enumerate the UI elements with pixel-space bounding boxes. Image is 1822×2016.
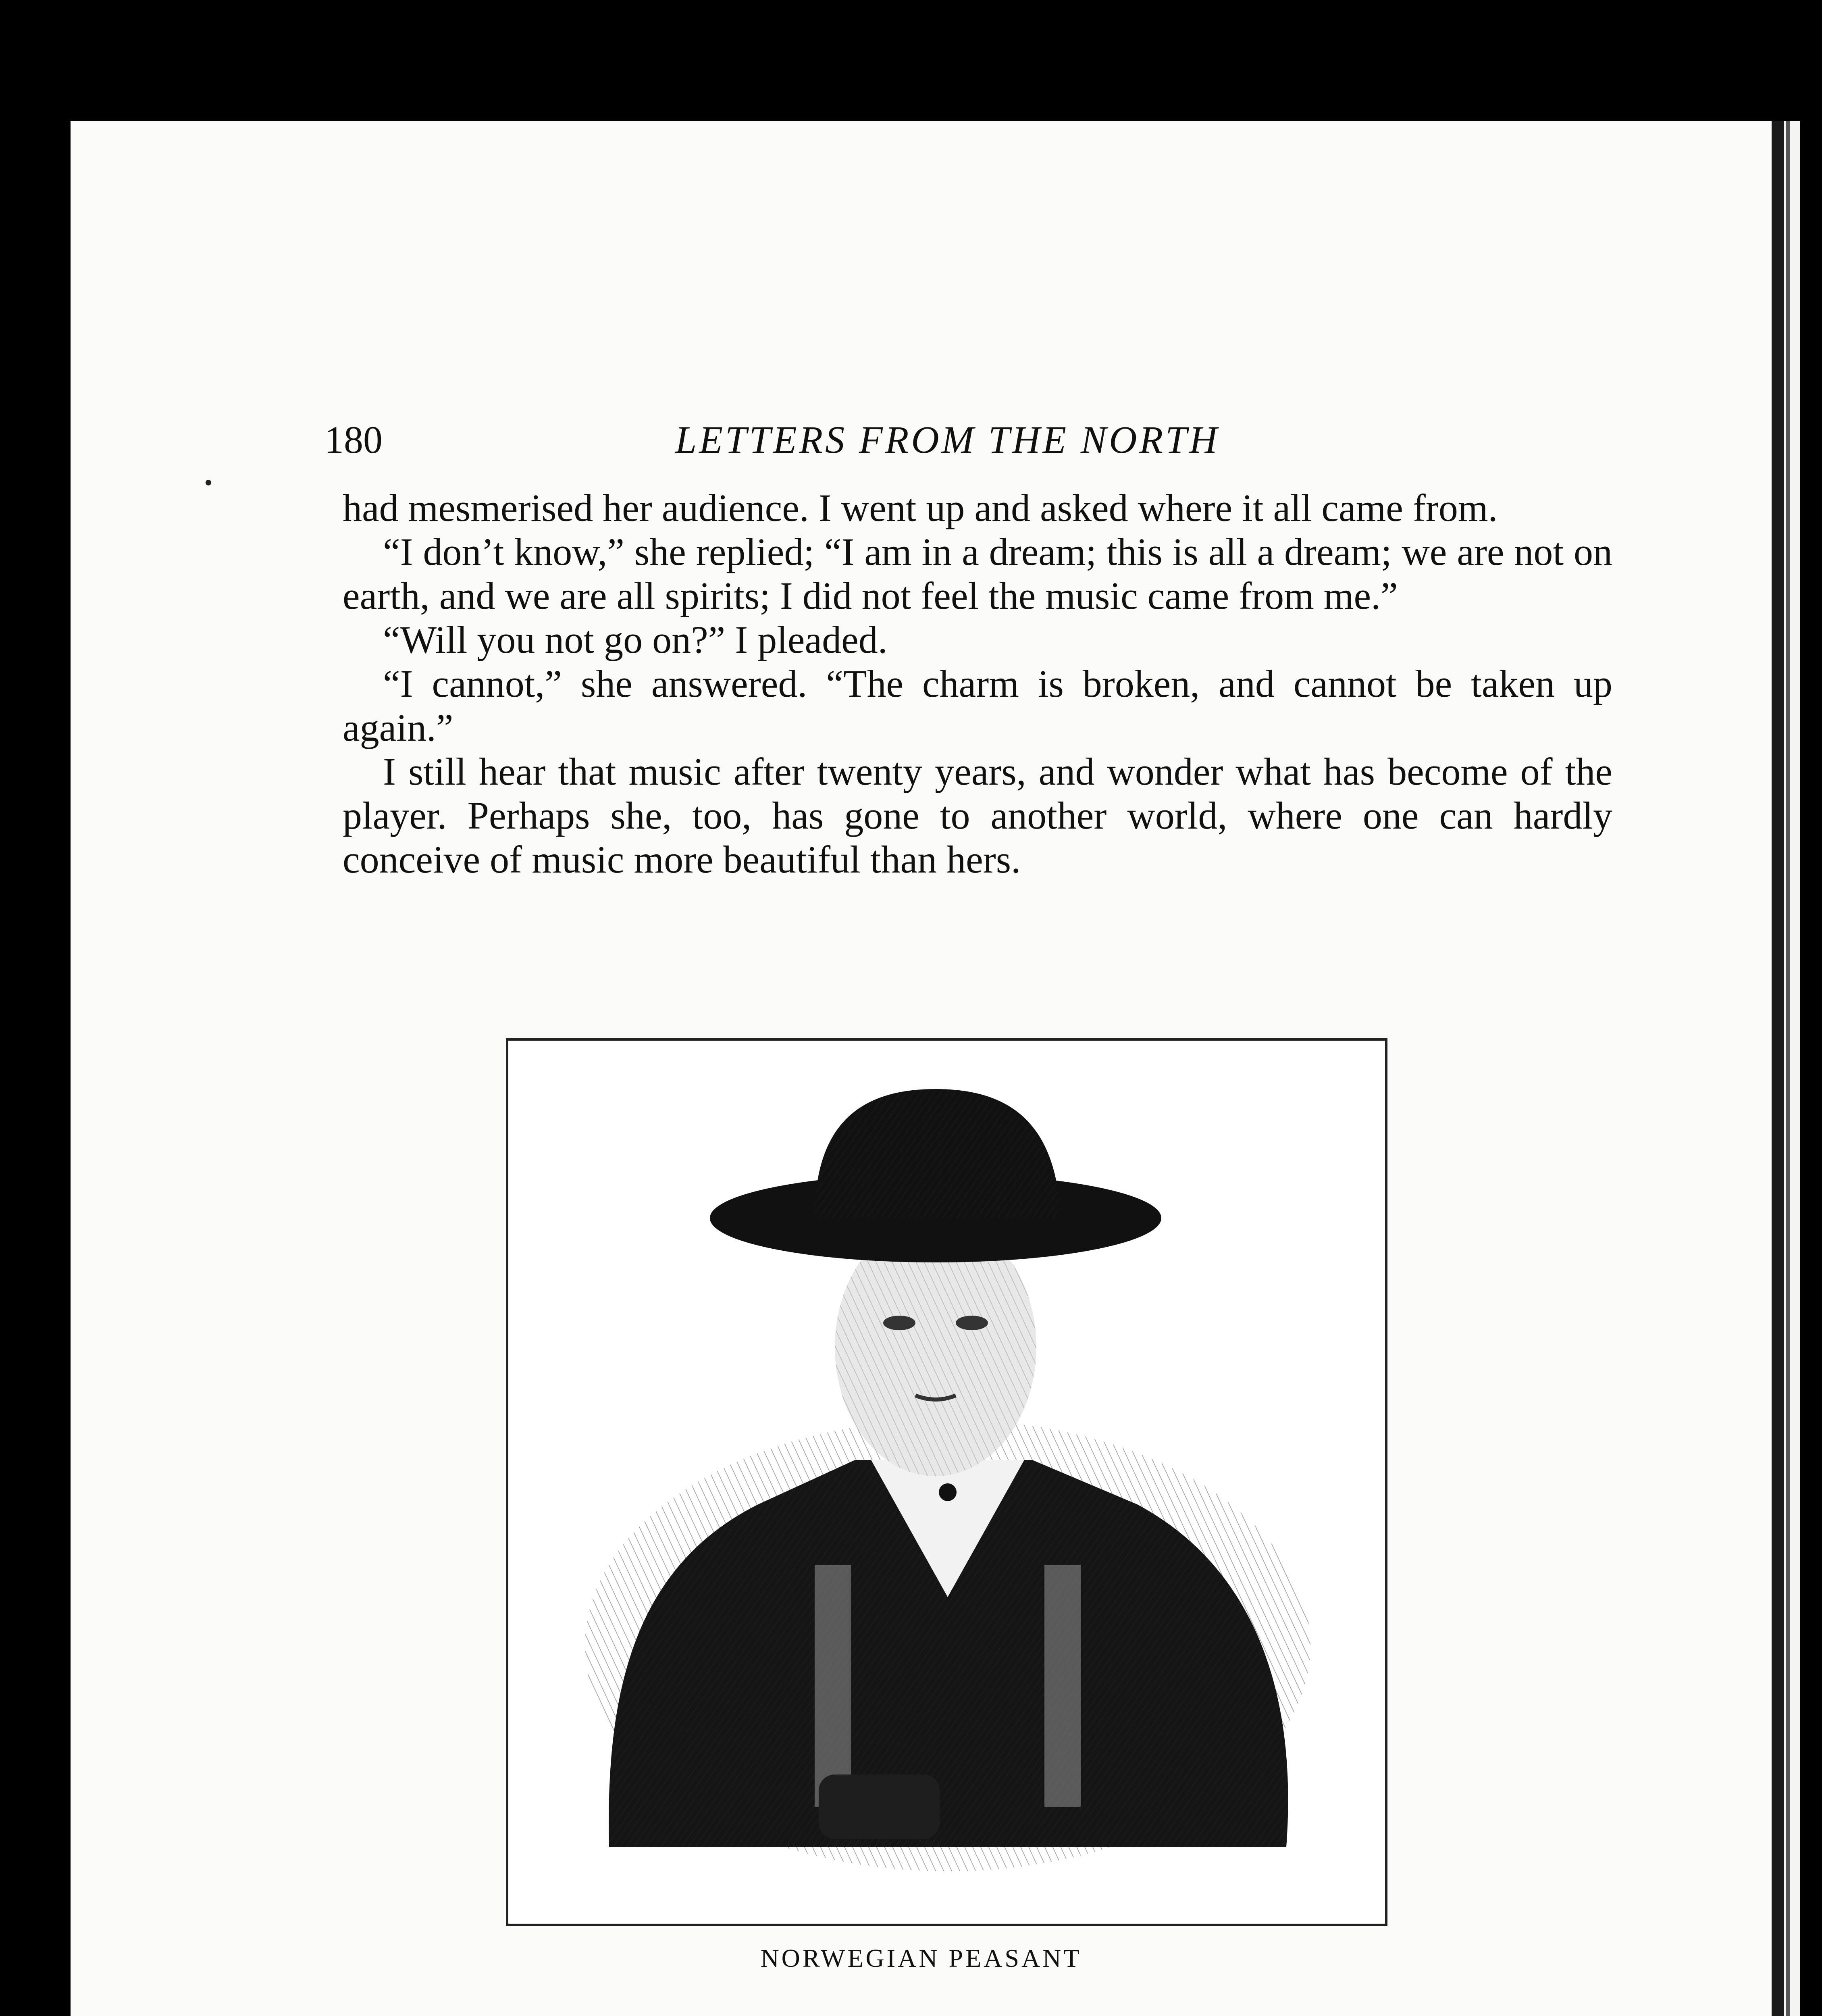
paragraph: had mesmerised her audience. I went up and asked where it all came from. [343, 486, 1498, 529]
book-page [71, 121, 1772, 2016]
figure-caption: NORWEGIAN PEASANT [760, 1944, 1082, 1972]
paragraph: “I cannot,” she answered. “The charm is broken, and cannot be taken up again.” [343, 662, 1612, 749]
paragraph: “I don’t know,” she replied; “I am in a dream; this is all a dream; we are not on earth, and we are all spirits; I did not feel the music came from me.” [343, 530, 1612, 617]
page-edge-line [1786, 121, 1790, 2016]
dust-speck [206, 480, 211, 485]
engraving-portrait-icon [508, 1041, 1385, 1924]
text-block-top [343, 486, 1612, 881]
page-number: 180 [324, 418, 383, 461]
running-head: LETTERS FROM THE NORTH [675, 418, 1220, 461]
paragraph: I still hear that music after twenty years, and wonder what has become of the player. Perhaps she, too, has gone to another world, where one can hardly conceive of music more beautiful than hers. [343, 750, 1612, 881]
paragraph: “Will you not go on?” I pleaded. [383, 618, 888, 661]
page-gutter [1772, 121, 1784, 2016]
page-header [71, 417, 1772, 470]
figure-engraving [506, 1038, 1387, 1926]
